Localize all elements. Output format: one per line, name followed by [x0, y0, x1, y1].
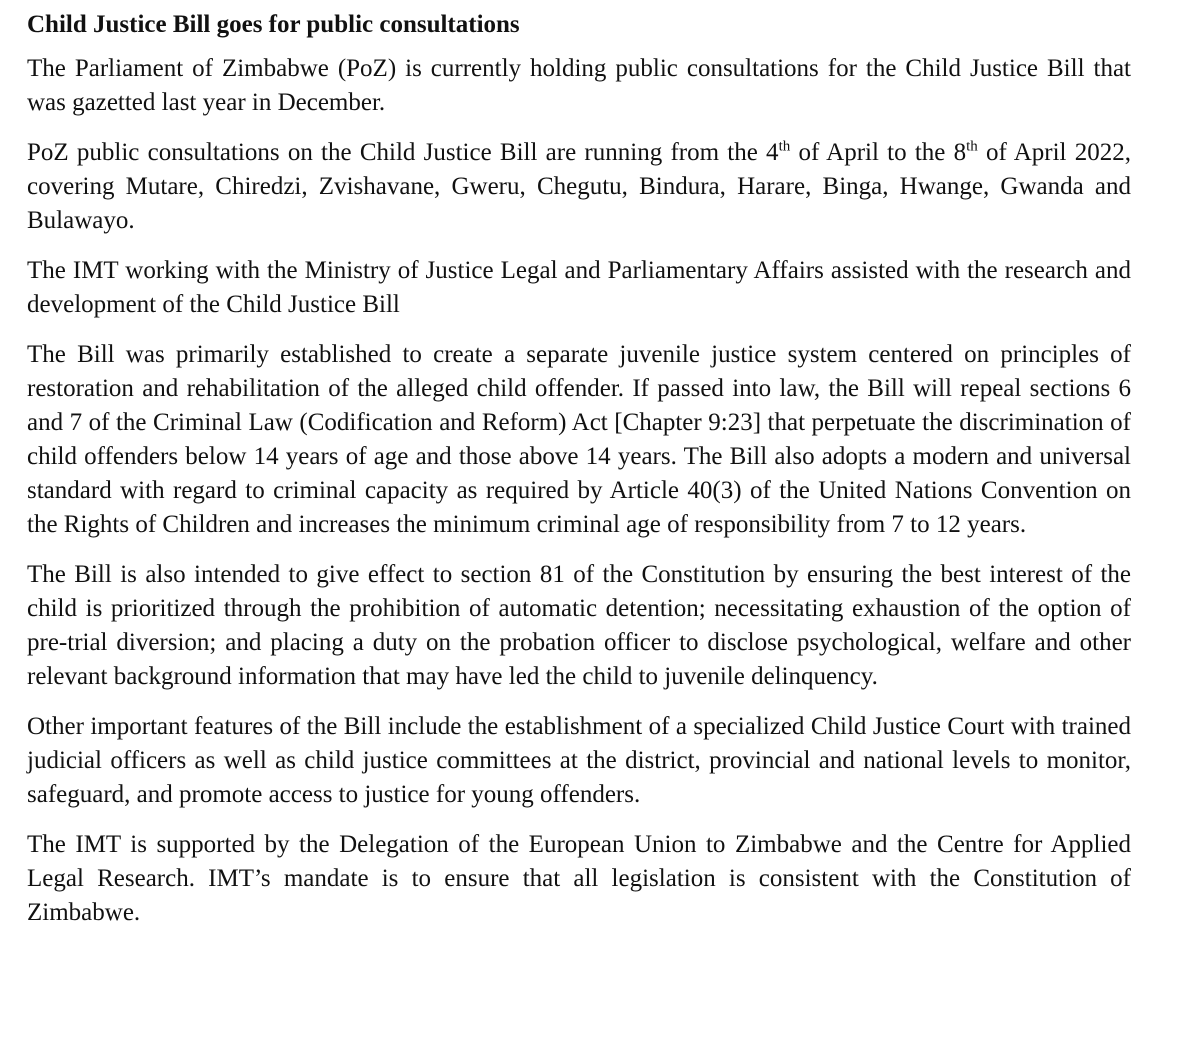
ordinal-suffix: th	[966, 138, 978, 155]
document-title: Child Justice Bill goes for public consultations	[27, 11, 520, 38]
paragraph-2-text-a: PoZ public consultations on the Child Justice Bill are running from the 4	[27, 139, 779, 166]
paragraph-6: Other important features of the Bill include the establishment of a specialized Child Justice Court with trained judicial officers as well as child justice committees at the district, provincial and national levels to monitor, safeguard, and promote access to justice for young offenders.	[27, 713, 1131, 808]
paragraph-1: The Parliament of Zimbabwe (PoZ) is currently holding public consultations for the Child Justice Bill that was gazetted last year in December.	[27, 55, 1131, 116]
paragraph-2	[27, 136, 1131, 238]
paragraph-3: The IMT working with the Ministry of Justice Legal and Parliamentary Affairs assisted with the research and development of the Child Justice Bill	[27, 257, 1131, 318]
paragraph-5: The Bill is also intended to give effect to section 81 of the Constitution by ensuring the best interest of the child is prioritized through the prohibition of automatic detention; necessitating exhaustion of the option of pre-trial diversion; and placing a duty on the probation officer to disclose psychological, welfare and other relevant background information that may have led the child to juvenile delinquency.	[27, 561, 1131, 690]
paragraph-7: The IMT is supported by the Delegation of the European Union to Zimbabwe and the Centre for Applied Legal Research. IMT’s mandate is to ensure that all legislation is consistent with the Constitution of Zimbabwe.	[27, 831, 1131, 926]
paragraph-2-text-c: of April 2022, covering Mutare, Chiredzi, Zvishavane, Gweru, Chegutu, Bindura, Harare, Binga, Hwange, Gwanda and Bulawayo.	[27, 139, 1131, 234]
paragraph-4: The Bill was primarily established to create a separate juvenile justice system centered on principles of restoration and rehabilitation of the alleged child offender. If passed into law, the Bill will repeal sections 6 and 7 of the Criminal Law (Codification and Reform) Act [Chapter 9:23] that perpetuate the discrimination of child offenders below 14 years of age and those above 14 years. The Bill also adopts a modern and universal standard with regard to criminal capacity as required by Article 40(3) of the United Nations Convention on the Rights of Children and increases the minimum criminal age of responsibility from 7 to 12 years.	[27, 341, 1131, 538]
paragraph-2-text-b: of April to the 8	[790, 139, 967, 166]
ordinal-suffix: th	[778, 138, 791, 155]
